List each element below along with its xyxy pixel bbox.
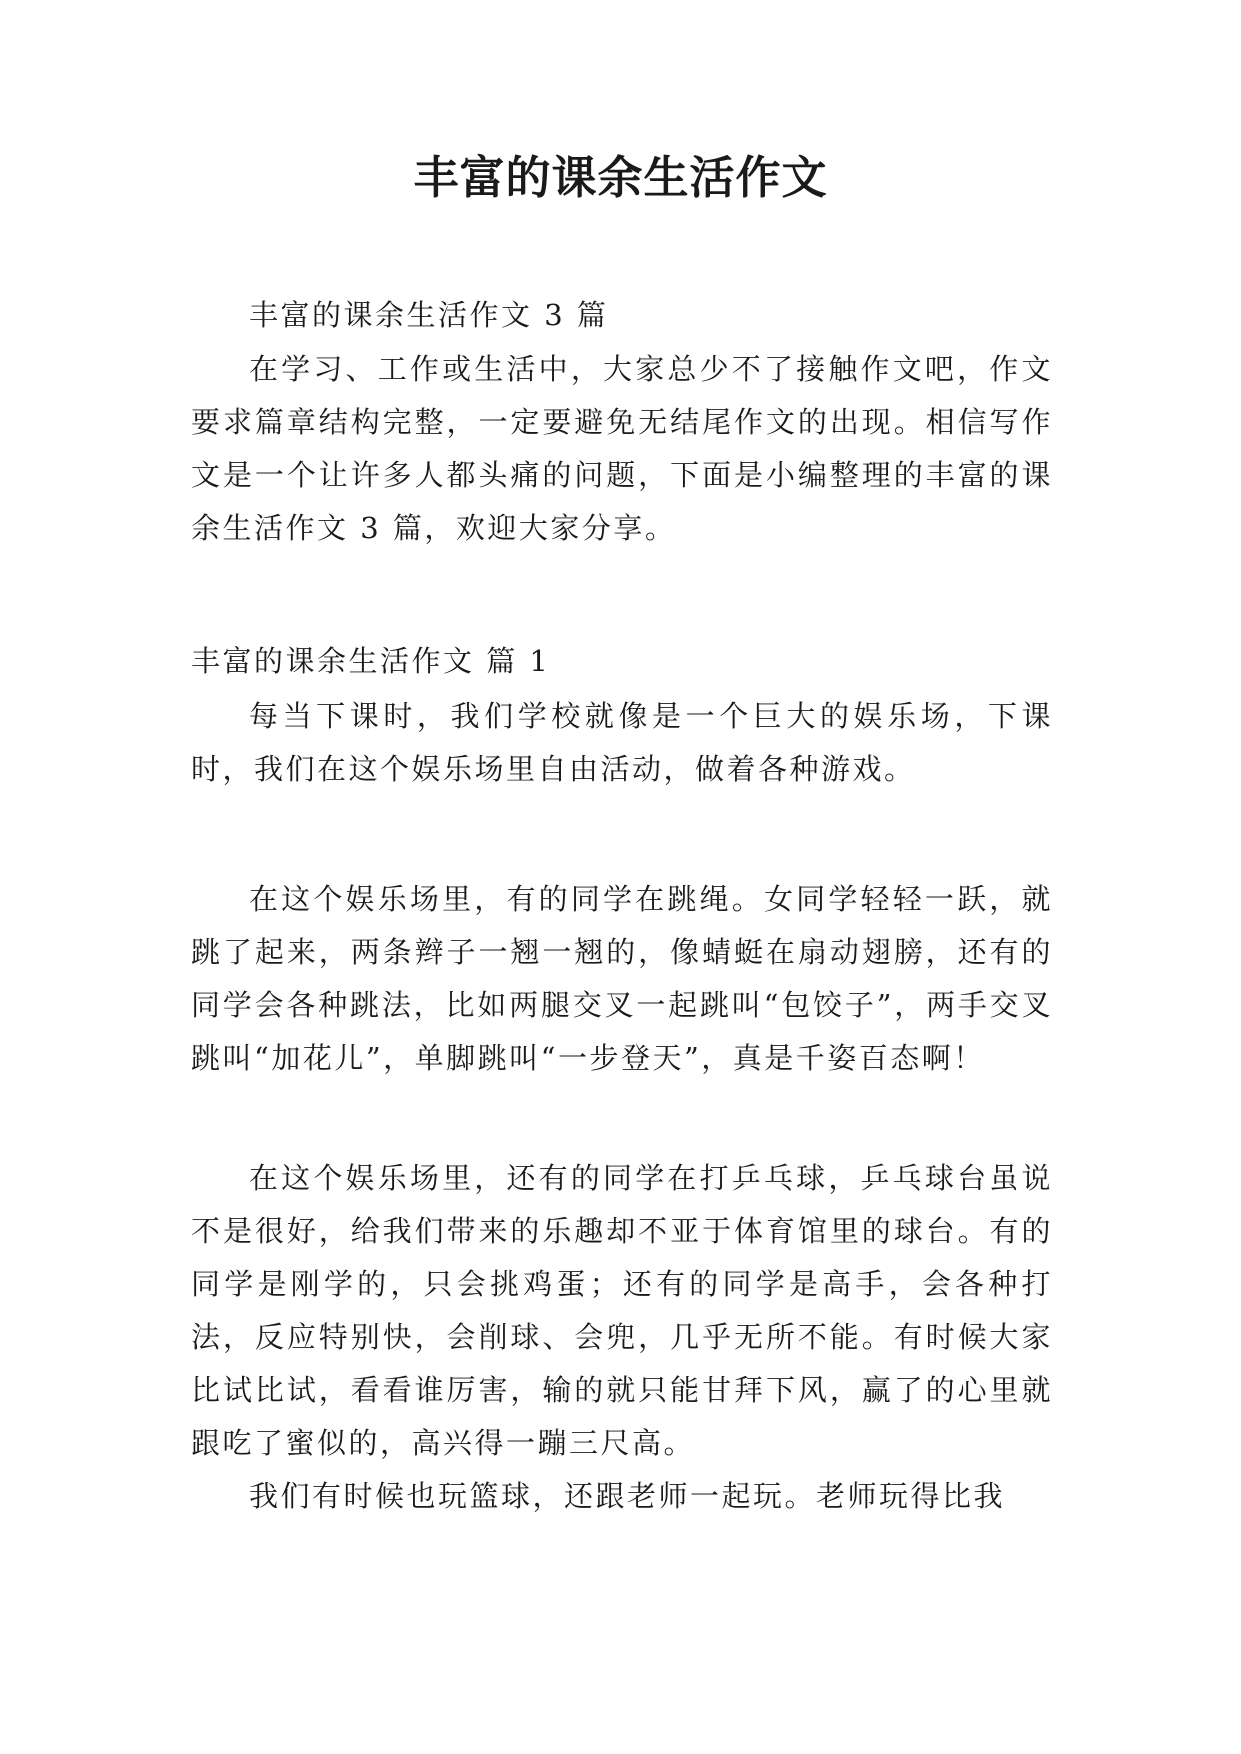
section-heading: 丰富的课余生活作文 篇 1: [191, 644, 551, 678]
body-paragraph: 我们有时候也玩篮球，还跟老师一起玩。老师玩得比我: [249, 1479, 1006, 1513]
body-paragraph: 在这个娱乐场里，有的同学在跳绳。女同学轻轻一跃，就跳了起来，两条辫子一翘一翘的，像蜻蜓在扇动翅膀，还有的同学会各种跳法，比如两腿交叉一起跳叫“包饺子”，两手交叉跳叫“加花儿”，单脚跳叫“一步登天”，真是千姿百态啊！: [191, 882, 1053, 1075]
document-subtitle: 丰富的课余生活作文 3 篇: [249, 298, 609, 332]
paragraph-block-2: [191, 873, 1053, 1085]
paragraph-block-4: [191, 1470, 1053, 1523]
body-paragraph: 每当下课时，我们学校就像是一个巨大的娱乐场，下课时，我们在这个娱乐场里自由活动，做着各种游戏。: [191, 699, 1053, 786]
paragraph-block-1: [191, 690, 1053, 796]
paragraph-block-3: [191, 1152, 1053, 1470]
document-subtitle-block: [191, 289, 1053, 342]
document-title: 丰富的课余生活作文: [413, 151, 828, 204]
body-paragraph: 在这个娱乐场里，还有的同学在打乒乓球，乒乓球台虽说不是很好，给我们带来的乐趣却不亚于体育馆里的球台。有的同学是刚学的，只会挑鸡蛋；还有的同学是高手，会各种打法，反应特别快，会削球、会兜，几乎无所不能。有时候大家比试比试，看看谁厉害，输的就只能甘拜下风，赢了的心里就跟吃了蜜似的，高兴得一蹦三尺高。: [191, 1161, 1053, 1460]
section-heading-block: [191, 635, 1053, 688]
intro-paragraph: 在学习、工作或生活中，大家总少不了接触作文吧，作文要求篇章结构完整，一定要避免无结尾作文的出现。相信写作文是一个让许多人都头痛的问题，下面是小编整理的丰富的课余生活作文 3 篇，欢迎大家分享。: [191, 352, 1053, 545]
intro-block: [191, 343, 1053, 555]
